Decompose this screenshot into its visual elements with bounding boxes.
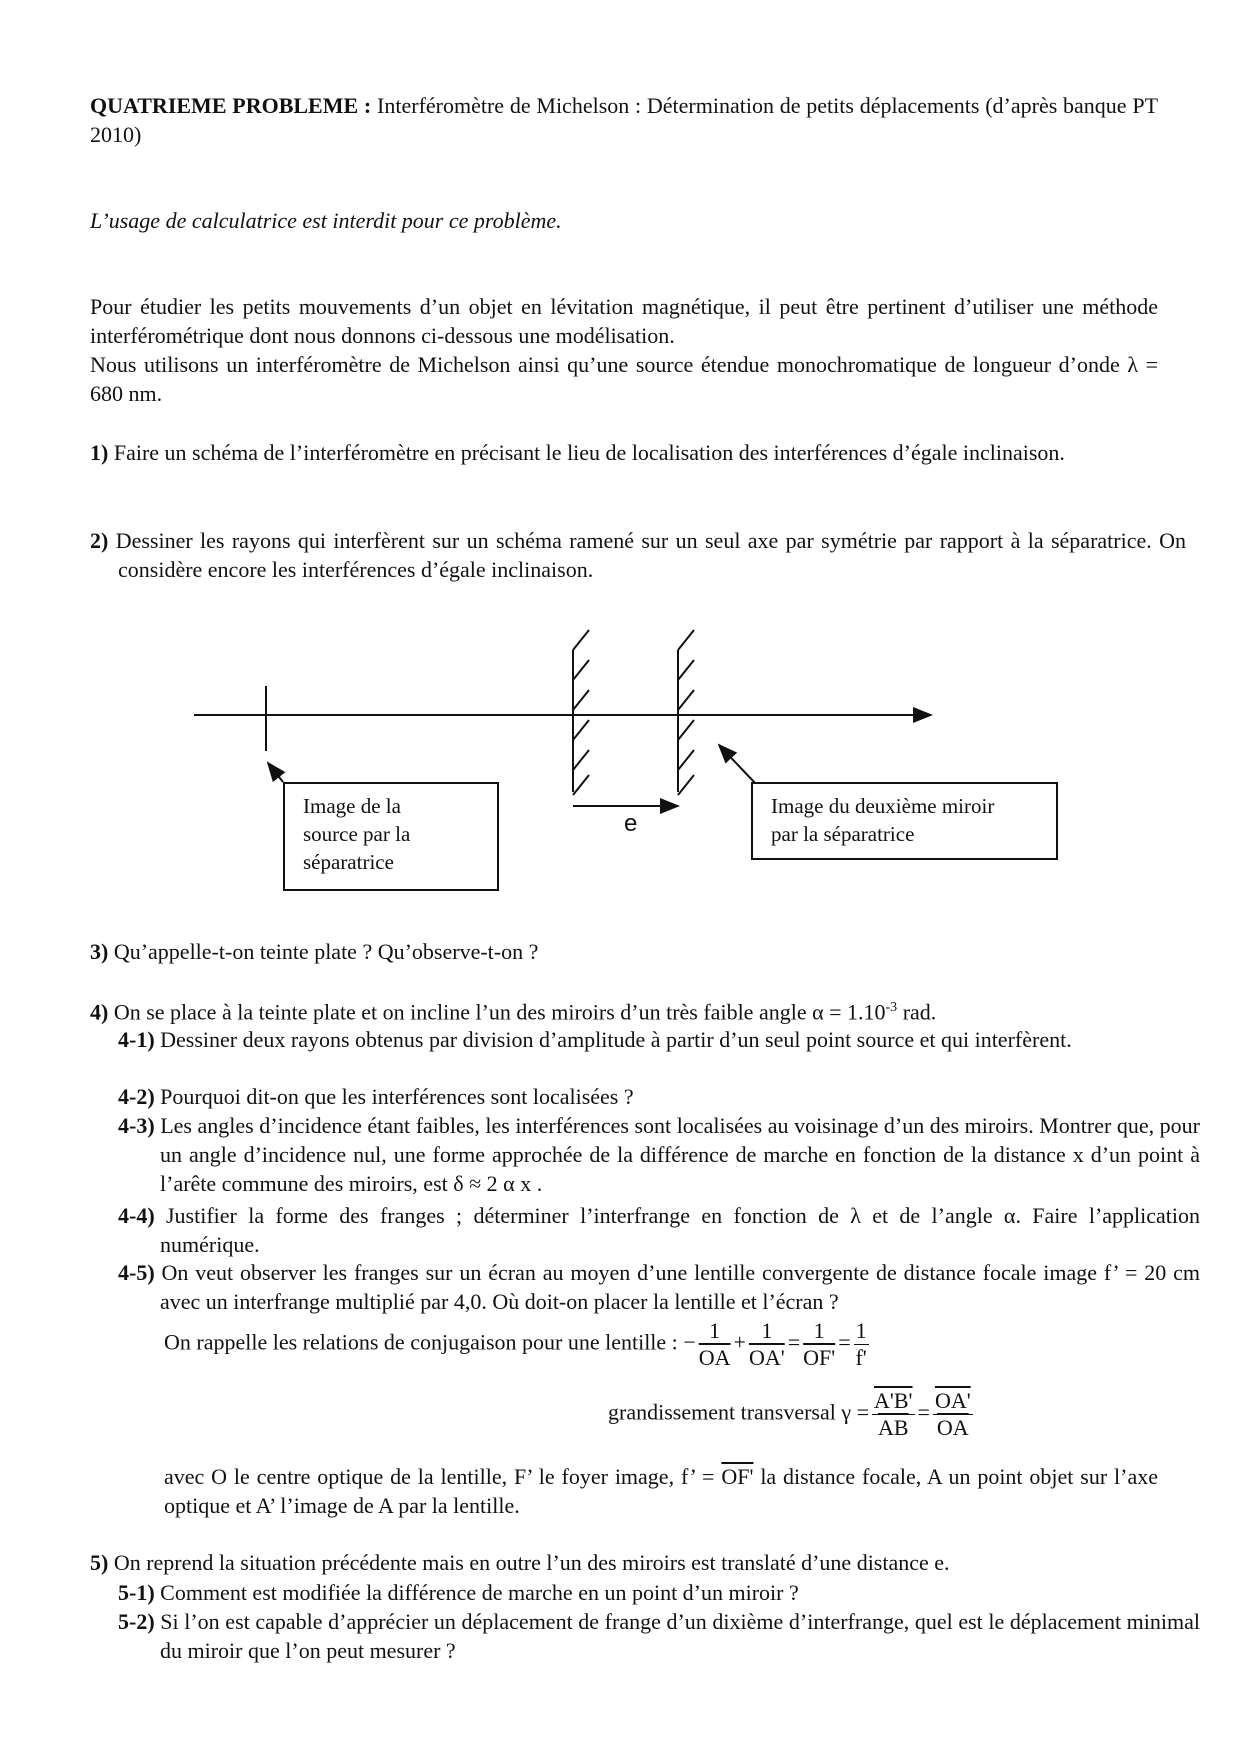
e-label: e bbox=[624, 810, 638, 837]
q-num: 4) bbox=[90, 999, 109, 1025]
question-4-3 bbox=[118, 1111, 1200, 1198]
q-text: Dessiner les rayons qui interfèrent sur un schéma ramené sur un seul axe par symétrie par rapport à la séparatrice. On considère encore les interférences d’égale inclinaison. bbox=[115, 528, 1186, 582]
q-num: 5-2) bbox=[118, 1609, 155, 1634]
magnification-formula: grandissement transversal γ = $\frac{A'B'}{AB}$ = $\frac{OA'}{OA}$ bbox=[608, 1388, 971, 1440]
q-text: On reprend la situation précédente mais en outre l’un des miroirs est translaté d’une distance e. bbox=[113, 1550, 950, 1575]
q-text: On se place à la teinte plate et on incline l’un des miroirs d’un très faible angle α = 1.10 bbox=[113, 999, 886, 1025]
of-vector: OF' bbox=[721, 1464, 754, 1489]
question-3 bbox=[90, 937, 1186, 966]
box-line: Image du deuxième miroir bbox=[771, 794, 995, 818]
box-line: séparatrice bbox=[303, 850, 394, 874]
q-num: 1) bbox=[90, 440, 109, 465]
question-4-2 bbox=[118, 1082, 1200, 1111]
q-text: On veut observer les franges sur un écran au moyen d’une lentille convergente de distance focale image f’ = 20 cm avec un interfrange multiplié par 4,0. Où doit-on placer la lentille et l’écran ? bbox=[160, 1260, 1200, 1314]
exponent: -3 bbox=[885, 1000, 898, 1015]
q-num: 4-4) bbox=[118, 1203, 155, 1228]
q-num: 4-5) bbox=[118, 1260, 155, 1285]
lens-definitions bbox=[164, 1462, 1158, 1520]
q-text: Justifier la forme des franges ; déterminer l’interfrange en fonction de λ et de l’angle α. Faire l’application numérique. bbox=[160, 1203, 1201, 1257]
box-line: source par la bbox=[303, 822, 411, 846]
grand-label: grandissement transversal γ = bbox=[608, 1399, 870, 1425]
conjugation-formula: On rappelle les relations de conjugaison pour une lentille : − $\frac{1}{OA}$ + $\frac{1}{OA'}$ = $\frac{1}{OF'}$ = $\frac{1}{f'}$ bbox=[164, 1318, 867, 1370]
q-num: 5-1) bbox=[118, 1580, 155, 1605]
q-text: Dessiner deux rayons obtenus par division d’amplitude à partir d’un seul point source et qui interfèrent. bbox=[160, 1027, 1072, 1052]
q-num: 4-2) bbox=[118, 1084, 155, 1109]
mirror-2 bbox=[678, 630, 694, 795]
intro-1: Pour étudier les petits mouvements d’un objet en lévitation magnétique, il peut être pertinent d’utiliser une méthode interférométrique dont nous donnons ci-dessous une modélisation. bbox=[90, 294, 1158, 348]
q-text: Faire un schéma de l’interféromètre en précisant le lieu de localisation des interférences d’égale inclinaison. bbox=[113, 440, 1065, 465]
question-5-2 bbox=[118, 1607, 1200, 1665]
intro-2: Nous utilisons un interféromètre de Michelson ainsi qu’une source étendue monochromatique de longueur d’onde λ = 680 nm. bbox=[90, 352, 1158, 406]
q-text: Qu’appelle-t-on teinte plate ? Qu’observe-t-on ? bbox=[113, 939, 539, 964]
question-4-5 bbox=[118, 1258, 1200, 1316]
text: la distance focale, A un point objet sur l’axe optique et A’ l’image de A par la lentille. bbox=[164, 1464, 1159, 1518]
title-text: Interféromètre de Michelson : Détermination de petits déplacements (d’après banque PT 2010) bbox=[90, 93, 1159, 147]
title-heading: QUATRIEME PROBLEME : bbox=[90, 93, 372, 118]
pointer-arrow-1 bbox=[268, 763, 283, 782]
q-num: 4-3) bbox=[118, 1113, 155, 1138]
question-4 bbox=[90, 993, 1186, 1026]
calculator-note: L’usage de calculatrice est interdit pour ce problème. bbox=[90, 208, 562, 233]
question-4-1 bbox=[118, 1025, 1200, 1054]
q-text: Si l’on est capable d’apprécier un déplacement de frange d’un dixième d’interfrange, quel est le déplacement minimal du miroir que l’on peut mesurer ? bbox=[160, 1609, 1200, 1663]
box-line: par la séparatrice bbox=[771, 822, 915, 846]
conj-label: On rappelle les relations de conjugaison pour une lentille : bbox=[164, 1329, 678, 1355]
text: avec O le centre optique de la lentille, F’ le foyer image, f’ = bbox=[164, 1464, 715, 1489]
mirror-1 bbox=[573, 630, 589, 795]
pointer-arrow-2 bbox=[719, 745, 755, 783]
question-5 bbox=[90, 1548, 1186, 1577]
unit: rad. bbox=[897, 999, 937, 1025]
question-4-4 bbox=[118, 1201, 1200, 1259]
mirror-image-box bbox=[751, 782, 1058, 860]
q-text: Comment est modifiée la différence de marche en un point d’un miroir ? bbox=[160, 1580, 799, 1605]
q-num: 5) bbox=[90, 1550, 109, 1575]
q-num: 3) bbox=[90, 939, 109, 964]
q-num: 4-1) bbox=[118, 1027, 155, 1052]
q-text: Les angles d’incidence étant faibles, les interférences sont localisées au voisinage d’un des miroirs. Montrer que, pour un angle d’incidence nul, une forme approchée de la différence de marche en fonction de la distance x d’un point à l’arête commune des miroirs, est δ ≈ 2 α x . bbox=[160, 1113, 1201, 1196]
q-num: 2) bbox=[90, 528, 109, 553]
source-image-box bbox=[283, 782, 499, 891]
box-line: Image de la bbox=[303, 794, 401, 818]
q-text: Pourquoi dit-on que les interférences sont localisées ? bbox=[160, 1084, 634, 1109]
question-5-1 bbox=[118, 1578, 1200, 1607]
